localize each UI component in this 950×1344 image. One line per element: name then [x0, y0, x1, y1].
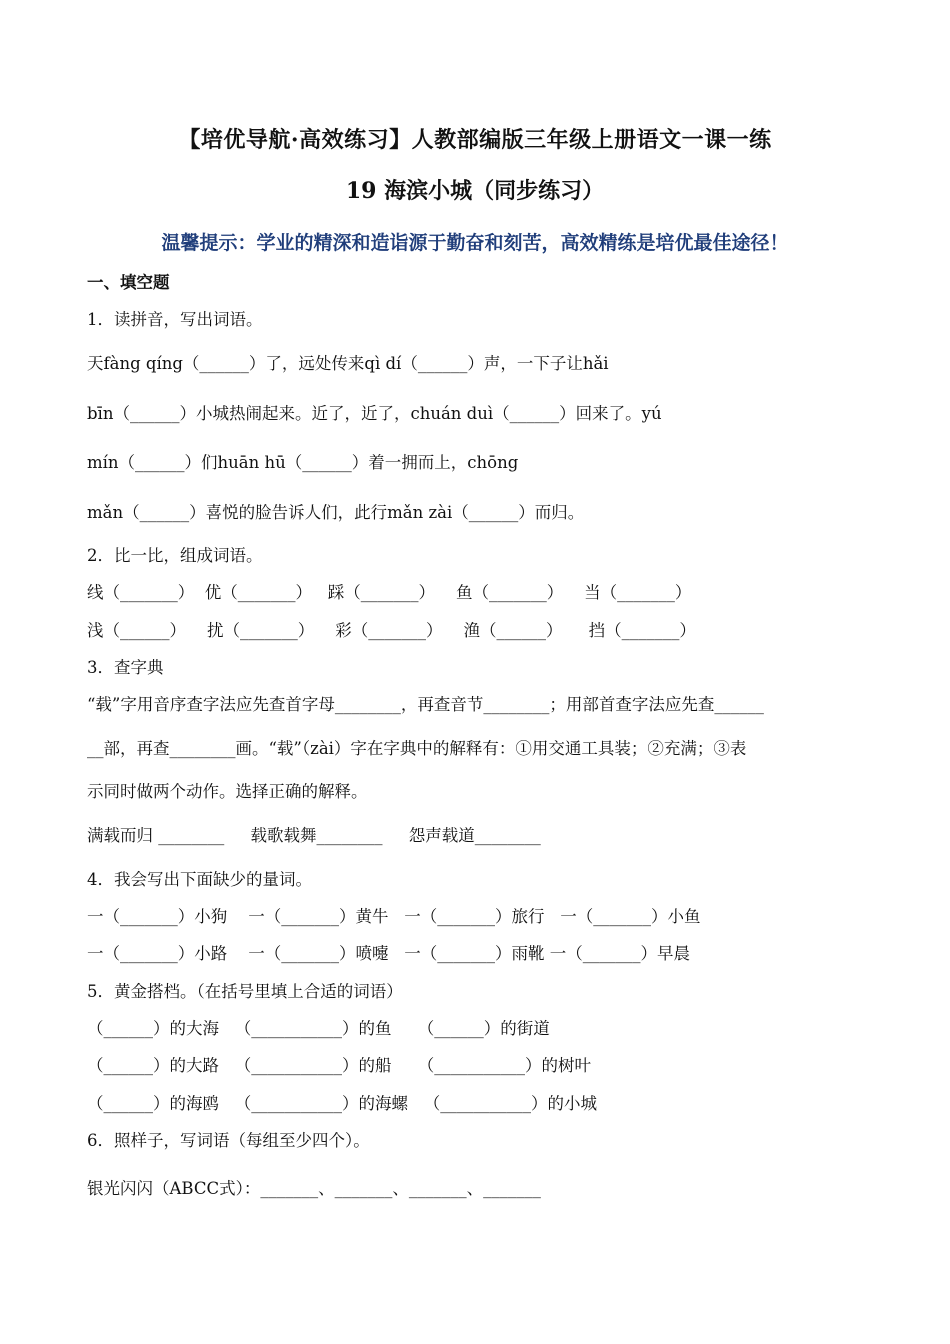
- question-4-row-1: 一（_______）小狗 一（_______）黄牛 一（_______）旅行 一（_______）小鱼: [87, 907, 701, 926]
- question-6-example: 银光闪闪（ABCC式）：_______、_______、_______、_______: [87, 1179, 541, 1198]
- question-2-prompt: 2．比一比，组成词语。: [87, 546, 263, 565]
- question-3-line-1: “载”字用音序查字法应先查首字母________，再查音节________；用部首查字法应先查______: [87, 695, 764, 714]
- question-3-answers: 满载而归 ________ 载歌载舞________ 怨声载道________: [87, 826, 541, 845]
- question-5-row-1: （______）的大海 （___________）的鱼 （______）的街道: [87, 1019, 550, 1038]
- question-5-row-3: （______）的海鸥 （___________）的海螺 （___________）的小城: [87, 1094, 597, 1113]
- tip-banner: 温馨提示：学业的精深和造诣源于勤奋和刻苦，高效精练是培优最佳途径！: [161, 232, 789, 254]
- question-1-line-1: 天fàng qíng（______）了，远处传来qì dí（______）声，一下子让hǎi: [87, 354, 609, 373]
- section-heading: 一、填空题: [87, 273, 170, 292]
- question-3-line-2: __部，再查________画。“载”（zài）字在字典中的解释有：①用交通工具装；②充满；③表: [87, 739, 747, 758]
- document-subtitle: 19 海滨小城（同步练习）: [345, 178, 605, 204]
- question-4-prompt: 4．我会写出下面缺少的量词。: [87, 870, 312, 889]
- question-4-row-2: 一（_______）小路 一（_______）喷嚏 一（_______）雨靴 一（_______）早晨: [87, 944, 690, 963]
- question-2-row-2: 浅（______） 扰（_______） 彩（_______） 渔（______） 挡（_______）: [87, 621, 696, 640]
- question-1-line-4: mǎn（______）喜悦的脸告诉人们，此行mǎn zài（______）而归。: [87, 503, 585, 522]
- question-1-line-3: mín（______）们huān hū（______）着一拥而上，chōng: [87, 453, 519, 472]
- document-title: 【培优导航·高效练习】人教部编版三年级上册语文一课一练: [178, 127, 772, 153]
- question-6-prompt: 6．照样子，写词语（每组至少四个）。: [87, 1131, 370, 1150]
- question-5-prompt: 5．黄金搭档。（在括号里填上合适的词语）: [87, 982, 403, 1001]
- question-2-row-1: 线（_______） 优（_______） 踩（_______） 鱼（_______） 当（_______）: [87, 583, 692, 602]
- question-1-prompt: 1．读拼音，写出词语。: [87, 310, 263, 329]
- question-1-line-2: bīn（______）小城热闹起来。近了，近了，chuán duì（______）回来了。yú: [87, 404, 662, 423]
- question-3-prompt: 3．查字典: [87, 658, 164, 677]
- question-3-line-3: 示同时做两个动作。选择正确的解释。: [87, 782, 368, 801]
- question-5-row-2: （______）的大路 （___________）的船 （___________）的树叶: [87, 1056, 591, 1075]
